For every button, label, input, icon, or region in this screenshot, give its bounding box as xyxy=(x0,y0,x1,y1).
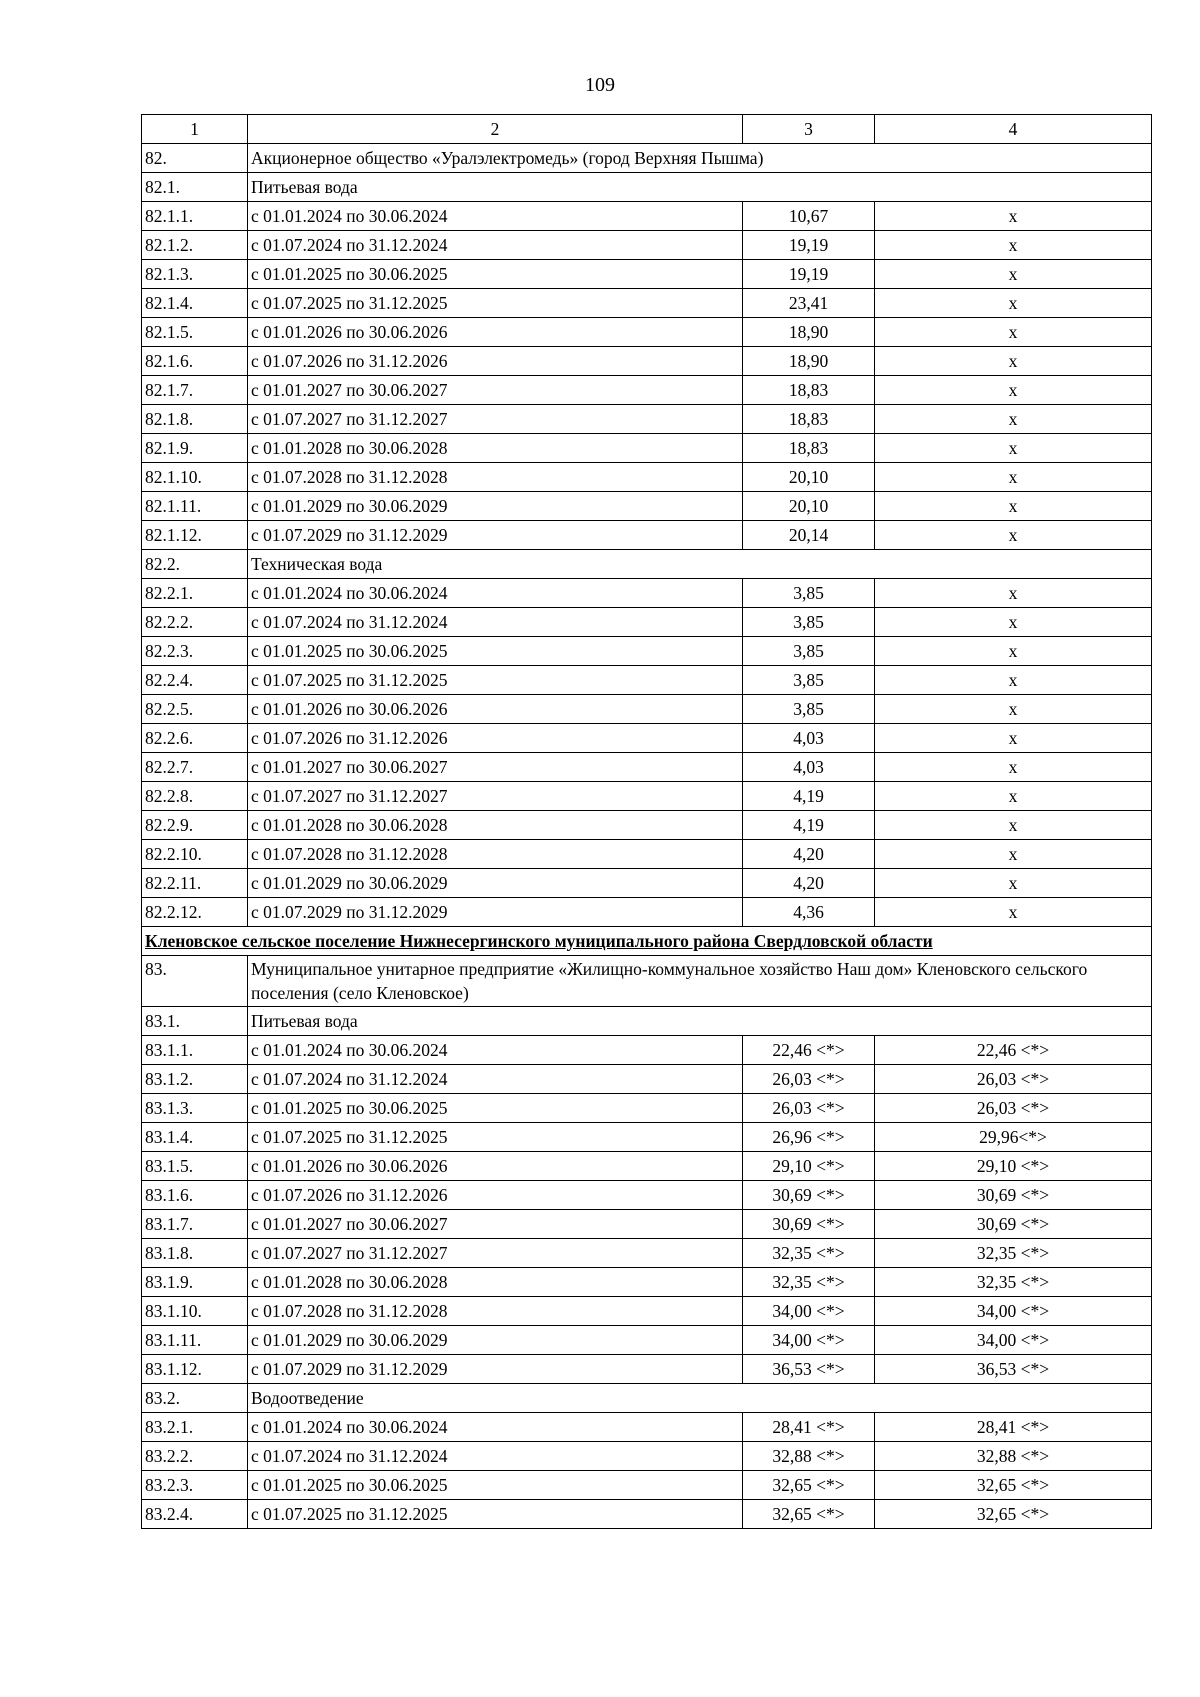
table-row xyxy=(142,1413,1152,1442)
value-col-3: 36,53 <*> xyxy=(743,1355,875,1384)
table-row xyxy=(142,1355,1152,1384)
value-col-3: 18,90 xyxy=(743,318,875,347)
table-row xyxy=(142,347,1152,376)
value-col-4: x xyxy=(875,463,1152,492)
value-col-4: x xyxy=(875,347,1152,376)
table-row xyxy=(142,405,1152,434)
value-col-3: 18,83 xyxy=(743,405,875,434)
period-cell: с 01.07.2026 по 31.12.2026 xyxy=(248,1181,743,1210)
value-col-3: 32,65 <*> xyxy=(743,1500,875,1529)
row-number: 82.2.9. xyxy=(142,811,248,840)
period-cell: с 01.07.2024 по 31.12.2024 xyxy=(248,1065,743,1094)
tariff-table xyxy=(141,114,1152,1529)
period-cell: с 01.07.2027 по 31.12.2027 xyxy=(248,405,743,434)
section-heading: Кленовское сельское поселение Нижнесергинского муниципального района Свердловской области xyxy=(142,927,1152,956)
table-row xyxy=(142,1123,1152,1152)
period-cell: с 01.01.2025 по 30.06.2025 xyxy=(248,1471,743,1500)
period-cell: с 01.07.2025 по 31.12.2025 xyxy=(248,289,743,318)
header-col-2: 2 xyxy=(248,115,743,144)
value-col-3: 3,85 xyxy=(743,608,875,637)
value-col-4: 32,88 <*> xyxy=(875,1442,1152,1471)
period-cell: с 01.01.2024 по 30.06.2024 xyxy=(248,1413,743,1442)
table-row xyxy=(142,1500,1152,1529)
table-row xyxy=(142,695,1152,724)
row-number: 83. xyxy=(142,956,248,1007)
period-cell: с 01.01.2026 по 30.06.2026 xyxy=(248,1152,743,1181)
table-row xyxy=(142,724,1152,753)
period-cell: с 01.07.2029 по 31.12.2029 xyxy=(248,898,743,927)
period-cell: с 01.01.2029 по 30.06.2029 xyxy=(248,1326,743,1355)
value-col-4: 30,69 <*> xyxy=(875,1181,1152,1210)
row-number: 82.1.4. xyxy=(142,289,248,318)
period-cell: с 01.07.2026 по 31.12.2026 xyxy=(248,347,743,376)
row-number: 82.1.9. xyxy=(142,434,248,463)
row-number: 82.1. xyxy=(142,173,248,202)
value-col-3: 20,14 xyxy=(743,521,875,550)
group-title: Водоотведение xyxy=(248,1384,1152,1413)
value-col-4: 30,69 <*> xyxy=(875,1210,1152,1239)
group-title: Акционерное общество «Уралэлектромедь» (город Верхняя Пышма) xyxy=(248,144,1152,173)
row-number: 83.1.4. xyxy=(142,1123,248,1152)
table-row xyxy=(142,434,1152,463)
value-col-3: 20,10 xyxy=(743,463,875,492)
value-col-3: 4,36 xyxy=(743,898,875,927)
value-col-3: 4,19 xyxy=(743,782,875,811)
period-cell: с 01.01.2025 по 30.06.2025 xyxy=(248,1094,743,1123)
value-col-3: 19,19 xyxy=(743,260,875,289)
value-col-3: 4,19 xyxy=(743,811,875,840)
value-col-4: x xyxy=(875,521,1152,550)
period-cell: с 01.01.2028 по 30.06.2028 xyxy=(248,811,743,840)
value-col-4: x xyxy=(875,840,1152,869)
row-number: 82.1.5. xyxy=(142,318,248,347)
row-number: 82.2.10. xyxy=(142,840,248,869)
table-row xyxy=(142,637,1152,666)
value-col-3: 29,10 <*> xyxy=(743,1152,875,1181)
period-cell: с 01.07.2027 по 31.12.2027 xyxy=(248,1239,743,1268)
period-cell: с 01.07.2024 по 31.12.2024 xyxy=(248,1442,743,1471)
value-col-4: x xyxy=(875,753,1152,782)
value-col-3: 32,65 <*> xyxy=(743,1471,875,1500)
period-cell: с 01.07.2025 по 31.12.2025 xyxy=(248,1500,743,1529)
row-number: 82.2.2. xyxy=(142,608,248,637)
table-row xyxy=(142,1152,1152,1181)
row-number: 82.1.2. xyxy=(142,231,248,260)
period-cell: с 01.01.2027 по 30.06.2027 xyxy=(248,376,743,405)
period-cell: с 01.07.2025 по 31.12.2025 xyxy=(248,1123,743,1152)
value-col-4: x xyxy=(875,579,1152,608)
row-number: 82.2.3. xyxy=(142,637,248,666)
value-col-3: 22,46 <*> xyxy=(743,1036,875,1065)
value-col-4: 36,53 <*> xyxy=(875,1355,1152,1384)
table-row xyxy=(142,318,1152,347)
value-col-4: x xyxy=(875,869,1152,898)
table-row xyxy=(142,289,1152,318)
group-title: Питьевая вода xyxy=(248,1007,1152,1036)
period-cell: с 01.01.2025 по 30.06.2025 xyxy=(248,637,743,666)
row-number: 82.2.5. xyxy=(142,695,248,724)
row-number: 83.2.1. xyxy=(142,1413,248,1442)
row-number: 82.2.8. xyxy=(142,782,248,811)
row-number: 82.2.1. xyxy=(142,579,248,608)
table-row xyxy=(142,666,1152,695)
row-number: 82. xyxy=(142,144,248,173)
value-col-4: 28,41 <*> xyxy=(875,1413,1152,1442)
table-row xyxy=(142,202,1152,231)
period-cell: с 01.01.2026 по 30.06.2026 xyxy=(248,318,743,347)
group-title-row xyxy=(142,173,1152,202)
row-number: 83.1.8. xyxy=(142,1239,248,1268)
period-cell: с 01.07.2029 по 31.12.2029 xyxy=(248,521,743,550)
table-row xyxy=(142,840,1152,869)
value-col-3: 19,19 xyxy=(743,231,875,260)
row-number: 83.1.9. xyxy=(142,1268,248,1297)
value-col-3: 34,00 <*> xyxy=(743,1297,875,1326)
value-col-4: 29,96<*> xyxy=(875,1123,1152,1152)
header-col-4: 4 xyxy=(875,115,1152,144)
period-cell: с 01.01.2028 по 30.06.2028 xyxy=(248,434,743,463)
value-col-4: x xyxy=(875,202,1152,231)
table-row xyxy=(142,521,1152,550)
row-number: 83.1.12. xyxy=(142,1355,248,1384)
value-col-4: x xyxy=(875,724,1152,753)
value-col-3: 4,20 xyxy=(743,869,875,898)
value-col-3: 3,85 xyxy=(743,637,875,666)
value-col-4: x xyxy=(875,492,1152,521)
table-row xyxy=(142,1239,1152,1268)
value-col-4: x xyxy=(875,608,1152,637)
table-row xyxy=(142,1181,1152,1210)
value-col-4: x xyxy=(875,260,1152,289)
period-cell: с 01.01.2027 по 30.06.2027 xyxy=(248,1210,743,1239)
value-col-3: 32,88 <*> xyxy=(743,1442,875,1471)
value-col-3: 26,03 <*> xyxy=(743,1065,875,1094)
group-title-row xyxy=(142,1007,1152,1036)
row-number: 82.2.12. xyxy=(142,898,248,927)
group-title: Техническая вода xyxy=(248,550,1152,579)
row-number: 82.1.10. xyxy=(142,463,248,492)
table-row xyxy=(142,1442,1152,1471)
table-row xyxy=(142,1065,1152,1094)
table-row xyxy=(142,608,1152,637)
row-number: 82.1.7. xyxy=(142,376,248,405)
row-number: 82.1.12. xyxy=(142,521,248,550)
row-number: 83.1.6. xyxy=(142,1181,248,1210)
value-col-4: x xyxy=(875,434,1152,463)
row-number: 82.2.4. xyxy=(142,666,248,695)
row-number: 83.1.10. xyxy=(142,1297,248,1326)
group-title: Муниципальное унитарное предприятие «Жилищно-коммунальное хозяйство Наш дом» Кленовского сельского поселения (село Кленовское) xyxy=(248,956,1152,1007)
value-col-3: 4,03 xyxy=(743,753,875,782)
table-row xyxy=(142,492,1152,521)
value-col-3: 3,85 xyxy=(743,695,875,724)
value-col-3: 3,85 xyxy=(743,579,875,608)
period-cell: с 01.07.2027 по 31.12.2027 xyxy=(248,782,743,811)
table-row xyxy=(142,376,1152,405)
value-col-3: 23,41 xyxy=(743,289,875,318)
period-cell: с 01.01.2024 по 30.06.2024 xyxy=(248,579,743,608)
period-cell: с 01.07.2028 по 31.12.2028 xyxy=(248,1297,743,1326)
row-number: 82.1.3. xyxy=(142,260,248,289)
value-col-4: 22,46 <*> xyxy=(875,1036,1152,1065)
row-number: 83.2.4. xyxy=(142,1500,248,1529)
value-col-3: 10,67 xyxy=(743,202,875,231)
value-col-4: x xyxy=(875,666,1152,695)
value-col-4: 34,00 <*> xyxy=(875,1326,1152,1355)
table-row xyxy=(142,579,1152,608)
value-col-4: x xyxy=(875,318,1152,347)
row-number: 82.1.1. xyxy=(142,202,248,231)
value-col-3: 20,10 xyxy=(743,492,875,521)
value-col-4: 32,35 <*> xyxy=(875,1268,1152,1297)
table-row xyxy=(142,1326,1152,1355)
value-col-4: x xyxy=(875,811,1152,840)
row-number: 82.2.7. xyxy=(142,753,248,782)
value-col-4: x xyxy=(875,637,1152,666)
value-col-4: 34,00 <*> xyxy=(875,1297,1152,1326)
value-col-4: x xyxy=(875,405,1152,434)
table-row xyxy=(142,1471,1152,1500)
value-col-4: 26,03 <*> xyxy=(875,1094,1152,1123)
value-col-3: 28,41 <*> xyxy=(743,1413,875,1442)
group-title: Питьевая вода xyxy=(248,173,1152,202)
table-row xyxy=(142,1268,1152,1297)
table-row xyxy=(142,1036,1152,1065)
table-row xyxy=(142,753,1152,782)
value-col-4: 32,35 <*> xyxy=(875,1239,1152,1268)
group-title-row xyxy=(142,1384,1152,1413)
value-col-4: 32,65 <*> xyxy=(875,1500,1152,1529)
row-number: 83.1.5. xyxy=(142,1152,248,1181)
row-number: 83.2.2. xyxy=(142,1442,248,1471)
table-row xyxy=(142,782,1152,811)
row-number: 83.2. xyxy=(142,1384,248,1413)
table-body xyxy=(142,144,1152,1529)
period-cell: с 01.07.2025 по 31.12.2025 xyxy=(248,666,743,695)
period-cell: с 01.07.2028 по 31.12.2028 xyxy=(248,463,743,492)
table-row xyxy=(142,1094,1152,1123)
group-title-row xyxy=(142,144,1152,173)
value-col-4: x xyxy=(875,782,1152,811)
table-row xyxy=(142,811,1152,840)
period-cell: с 01.01.2026 по 30.06.2026 xyxy=(248,695,743,724)
row-number: 82.1.11. xyxy=(142,492,248,521)
value-col-3: 3,85 xyxy=(743,666,875,695)
value-col-4: x xyxy=(875,898,1152,927)
page-number: 109 xyxy=(585,74,615,96)
value-col-3: 30,69 <*> xyxy=(743,1181,875,1210)
row-number: 82.2.11. xyxy=(142,869,248,898)
value-col-4: 32,65 <*> xyxy=(875,1471,1152,1500)
table-row xyxy=(142,463,1152,492)
row-number: 83.1. xyxy=(142,1007,248,1036)
row-number: 83.1.11. xyxy=(142,1326,248,1355)
period-cell: с 01.01.2024 по 30.06.2024 xyxy=(248,1036,743,1065)
row-number: 82.1.6. xyxy=(142,347,248,376)
value-col-3: 4,03 xyxy=(743,724,875,753)
row-number: 82.2. xyxy=(142,550,248,579)
period-cell: с 01.01.2029 по 30.06.2029 xyxy=(248,492,743,521)
value-col-4: x xyxy=(875,376,1152,405)
value-col-3: 32,35 <*> xyxy=(743,1268,875,1297)
value-col-3: 34,00 <*> xyxy=(743,1326,875,1355)
value-col-3: 18,83 xyxy=(743,434,875,463)
section-heading-row xyxy=(142,927,1152,956)
period-cell: с 01.01.2024 по 30.06.2024 xyxy=(248,202,743,231)
group-title-row xyxy=(142,956,1152,1007)
row-number: 83.1.7. xyxy=(142,1210,248,1239)
period-cell: с 01.01.2025 по 30.06.2025 xyxy=(248,260,743,289)
value-col-3: 32,35 <*> xyxy=(743,1239,875,1268)
header-col-1: 1 xyxy=(142,115,248,144)
group-title-row xyxy=(142,550,1152,579)
row-number: 83.2.3. xyxy=(142,1471,248,1500)
value-col-3: 18,90 xyxy=(743,347,875,376)
table-row xyxy=(142,1297,1152,1326)
value-col-3: 26,96 <*> xyxy=(743,1123,875,1152)
period-cell: с 01.07.2026 по 31.12.2026 xyxy=(248,724,743,753)
value-col-4: x xyxy=(875,231,1152,260)
value-col-4: x xyxy=(875,289,1152,318)
row-number: 82.2.6. xyxy=(142,724,248,753)
value-col-3: 18,83 xyxy=(743,376,875,405)
period-cell: с 01.07.2028 по 31.12.2028 xyxy=(248,840,743,869)
value-col-3: 30,69 <*> xyxy=(743,1210,875,1239)
value-col-4: x xyxy=(875,695,1152,724)
period-cell: с 01.01.2028 по 30.06.2028 xyxy=(248,1268,743,1297)
value-col-4: 29,10 <*> xyxy=(875,1152,1152,1181)
period-cell: с 01.01.2027 по 30.06.2027 xyxy=(248,753,743,782)
table-row xyxy=(142,231,1152,260)
header-col-3: 3 xyxy=(743,115,875,144)
row-number: 82.1.8. xyxy=(142,405,248,434)
header-row xyxy=(142,115,1152,144)
row-number: 83.1.2. xyxy=(142,1065,248,1094)
row-number: 83.1.3. xyxy=(142,1094,248,1123)
table-row xyxy=(142,1210,1152,1239)
value-col-3: 4,20 xyxy=(743,840,875,869)
value-col-4: 26,03 <*> xyxy=(875,1065,1152,1094)
value-col-3: 26,03 <*> xyxy=(743,1094,875,1123)
period-cell: с 01.01.2029 по 30.06.2029 xyxy=(248,869,743,898)
table-row xyxy=(142,898,1152,927)
period-cell: с 01.07.2024 по 31.12.2024 xyxy=(248,608,743,637)
table-row xyxy=(142,260,1152,289)
period-cell: с 01.07.2029 по 31.12.2029 xyxy=(248,1355,743,1384)
period-cell: с 01.07.2024 по 31.12.2024 xyxy=(248,231,743,260)
table-row xyxy=(142,869,1152,898)
row-number: 83.1.1. xyxy=(142,1036,248,1065)
